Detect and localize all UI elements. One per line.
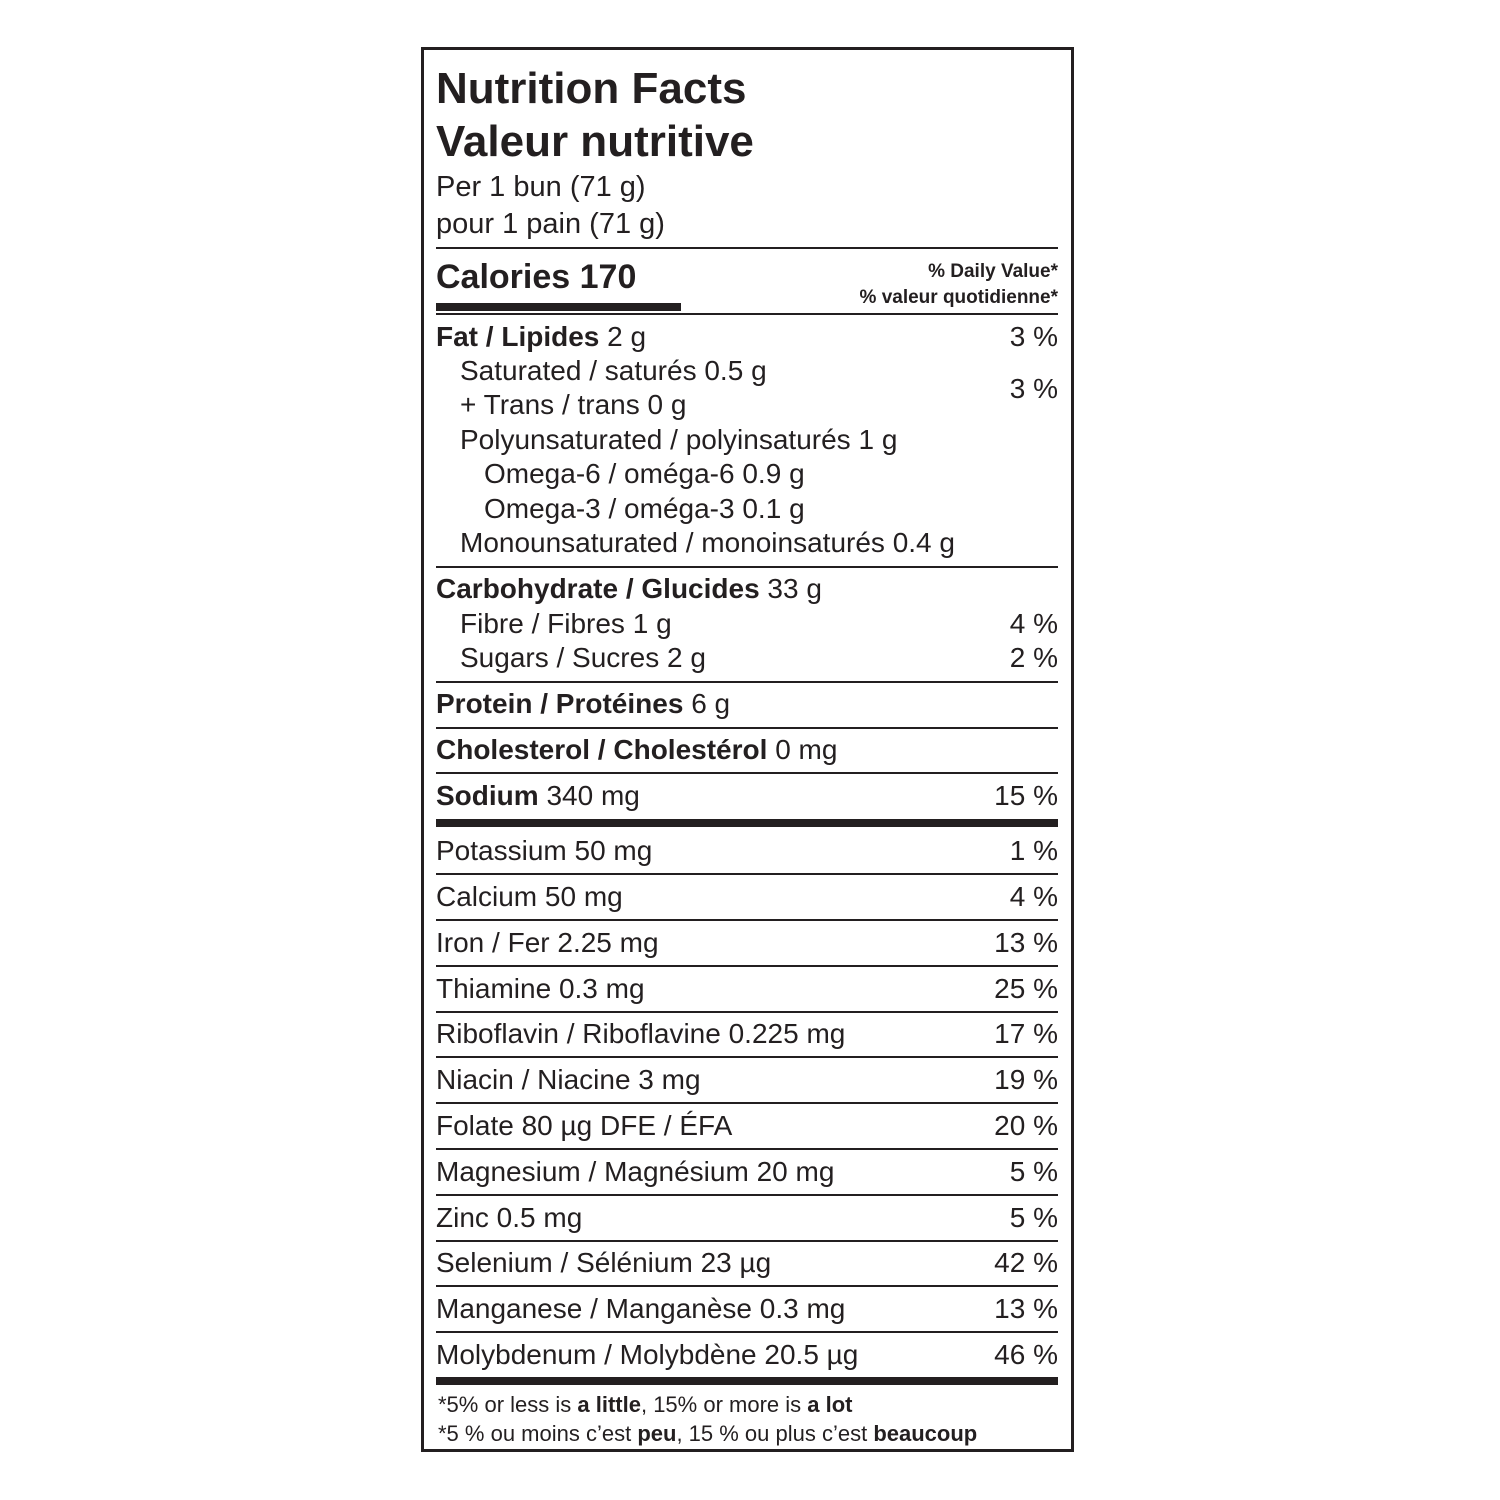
poly-label: Polyunsaturated / polyinsaturés <box>460 424 851 455</box>
omega6-value: 0.9 g <box>742 458 805 489</box>
micronutrient-label: Folate 80 µg DFE / ÉFA <box>436 1110 733 1141</box>
fibre-label: Fibre / Fibres <box>460 608 625 639</box>
footnote-en: *5% or less is a little, 15% or more is a lot <box>438 1392 853 1417</box>
omega3-label: Omega-3 / oméga-3 <box>484 493 735 524</box>
thick-divider <box>436 819 1058 827</box>
micronutrient-row <box>436 1155 1058 1189</box>
micronutrient-row <box>436 1246 1058 1280</box>
omega3-row <box>436 492 1058 526</box>
fibre-value: 1 g <box>632 608 672 639</box>
fibre-row <box>436 607 1058 641</box>
protein-label: Protein / Protéines <box>436 688 684 719</box>
micronutrient-row <box>436 880 1058 914</box>
micronutrient-row <box>436 834 1058 868</box>
micronutrient-row <box>436 1109 1058 1143</box>
trans-label: + Trans / trans <box>460 389 640 420</box>
micronutrient-dv: 5 % <box>1009 1156 1058 1187</box>
micronutrient-dv: 1 % <box>1009 835 1058 866</box>
micronutrient-label: Magnesium / Magnésium 20 mg <box>436 1156 835 1187</box>
micronutrient-label: Molybdenum / Molybdène 20.5 µg <box>436 1339 859 1370</box>
protein-row <box>436 687 1058 721</box>
divider <box>436 313 1058 315</box>
micronutrient-label: Selenium / Sélénium 23 µg <box>436 1247 772 1278</box>
trans-value: 0 g <box>647 389 687 420</box>
daily-value-header-fr: % valeur quotidienne* <box>859 287 1058 308</box>
serving-size-en: Per 1 bun (71 g) <box>436 171 646 203</box>
divider <box>436 247 1058 249</box>
micronutrient-dv: 42 % <box>994 1247 1058 1278</box>
micronutrient-dv: 13 % <box>994 927 1058 958</box>
micronutrient-label: Calcium 50 mg <box>436 881 623 912</box>
micronutrient-dv: 19 % <box>994 1064 1058 1095</box>
cholesterol-label: Cholesterol / Cholestérol <box>436 734 768 765</box>
cholesterol-row <box>436 733 1058 767</box>
micronutrient-dv: 17 % <box>994 1018 1058 1049</box>
carb-label: Carbohydrate / Glucides <box>436 573 760 604</box>
micronutrient-label: Manganese / Manganèse 0.3 mg <box>436 1293 846 1324</box>
trans-row <box>436 388 1058 422</box>
micronutrient-row <box>436 926 1058 960</box>
divider <box>436 566 1058 568</box>
calories-underline <box>436 303 681 311</box>
carbohydrate-row <box>436 572 1058 606</box>
micronutrient-label: Potassium 50 mg <box>436 835 653 866</box>
micronutrient-label: Riboflavin / Riboflavine 0.225 mg <box>436 1018 846 1049</box>
micronutrient-dv: 13 % <box>994 1293 1058 1324</box>
divider <box>436 1148 1058 1150</box>
poly-value: 1 g <box>858 424 898 455</box>
sugars-value: 2 g <box>666 642 706 673</box>
serving-size-fr: pour 1 pain (71 g) <box>436 208 665 240</box>
fat-value: 2 g <box>607 321 647 352</box>
nutrition-facts-panel <box>421 47 1074 1452</box>
fat-label: Fat / Lipides <box>436 321 600 352</box>
daily-value-header-en: % Daily Value* <box>928 261 1058 282</box>
fibre-dv: 4 % <box>1009 608 1058 639</box>
sodium-value: 340 mg <box>546 780 640 811</box>
micronutrient-label: Iron / Fer 2.25 mg <box>436 927 659 958</box>
polyunsaturated-row <box>436 423 1058 457</box>
carb-value: 33 g <box>767 573 822 604</box>
micronutrient-label: Zinc 0.5 mg <box>436 1202 583 1233</box>
divider <box>436 873 1058 875</box>
calories-value: 170 <box>579 258 637 296</box>
fat-row <box>436 320 1058 354</box>
micronutrient-row <box>436 1063 1058 1097</box>
divider <box>436 772 1058 774</box>
saturated-label: Saturated / saturés <box>460 355 697 386</box>
omega6-row <box>436 457 1058 491</box>
calories-label: Calories <box>436 258 571 296</box>
monounsaturated-row <box>436 526 1058 560</box>
mono-value: 0.4 g <box>892 527 955 558</box>
footnote-fr: *5 % ou moins c’est peu, 15 % ou plus c’est beaucoup <box>438 1421 978 1446</box>
saturated-trans-dv: 3 % <box>1009 373 1058 404</box>
sodium-label: Sodium <box>436 780 539 811</box>
micronutrient-row <box>436 1292 1058 1326</box>
sodium-dv: 15 % <box>994 780 1058 811</box>
sugars-dv: 2 % <box>1009 642 1058 673</box>
micronutrient-dv: 46 % <box>994 1339 1058 1370</box>
micronutrient-row <box>436 1201 1058 1235</box>
divider <box>436 919 1058 921</box>
title-fr: Valeur nutritive <box>436 117 754 166</box>
divider <box>436 1240 1058 1242</box>
omega3-value: 0.1 g <box>742 493 805 524</box>
saturated-row <box>436 354 1058 388</box>
micronutrient-row <box>436 972 1058 1006</box>
micronutrient-dv: 25 % <box>994 973 1058 1004</box>
micronutrient-label: Thiamine 0.3 mg <box>436 973 645 1004</box>
sodium-row <box>436 779 1058 813</box>
cholesterol-value: 0 mg <box>775 734 838 765</box>
thick-divider <box>436 1377 1058 1385</box>
calories <box>436 260 636 294</box>
omega6-label: Omega-6 / oméga-6 <box>484 458 735 489</box>
sugars-label: Sugars / Sucres <box>460 642 660 673</box>
micronutrient-row <box>436 1017 1058 1051</box>
micronutrient-label: Niacin / Niacine 3 mg <box>436 1064 701 1095</box>
divider <box>436 1285 1058 1287</box>
divider <box>436 1102 1058 1104</box>
micronutrient-dv: 5 % <box>1009 1202 1058 1233</box>
divider <box>436 1011 1058 1013</box>
fat-dv: 3 % <box>1009 321 1058 352</box>
divider <box>436 681 1058 683</box>
protein-value: 6 g <box>691 688 731 719</box>
divider <box>436 1194 1058 1196</box>
micronutrient-row <box>436 1338 1058 1372</box>
sugars-row <box>436 641 1058 675</box>
divider <box>436 727 1058 729</box>
saturated-value: 0.5 g <box>704 355 767 386</box>
title-en: Nutrition Facts <box>436 64 747 113</box>
mono-label: Monounsaturated / monoinsaturés <box>460 527 885 558</box>
divider <box>436 1331 1058 1333</box>
micronutrient-dv: 20 % <box>994 1110 1058 1141</box>
divider <box>436 965 1058 967</box>
micronutrient-dv: 4 % <box>1009 881 1058 912</box>
divider <box>436 1056 1058 1058</box>
